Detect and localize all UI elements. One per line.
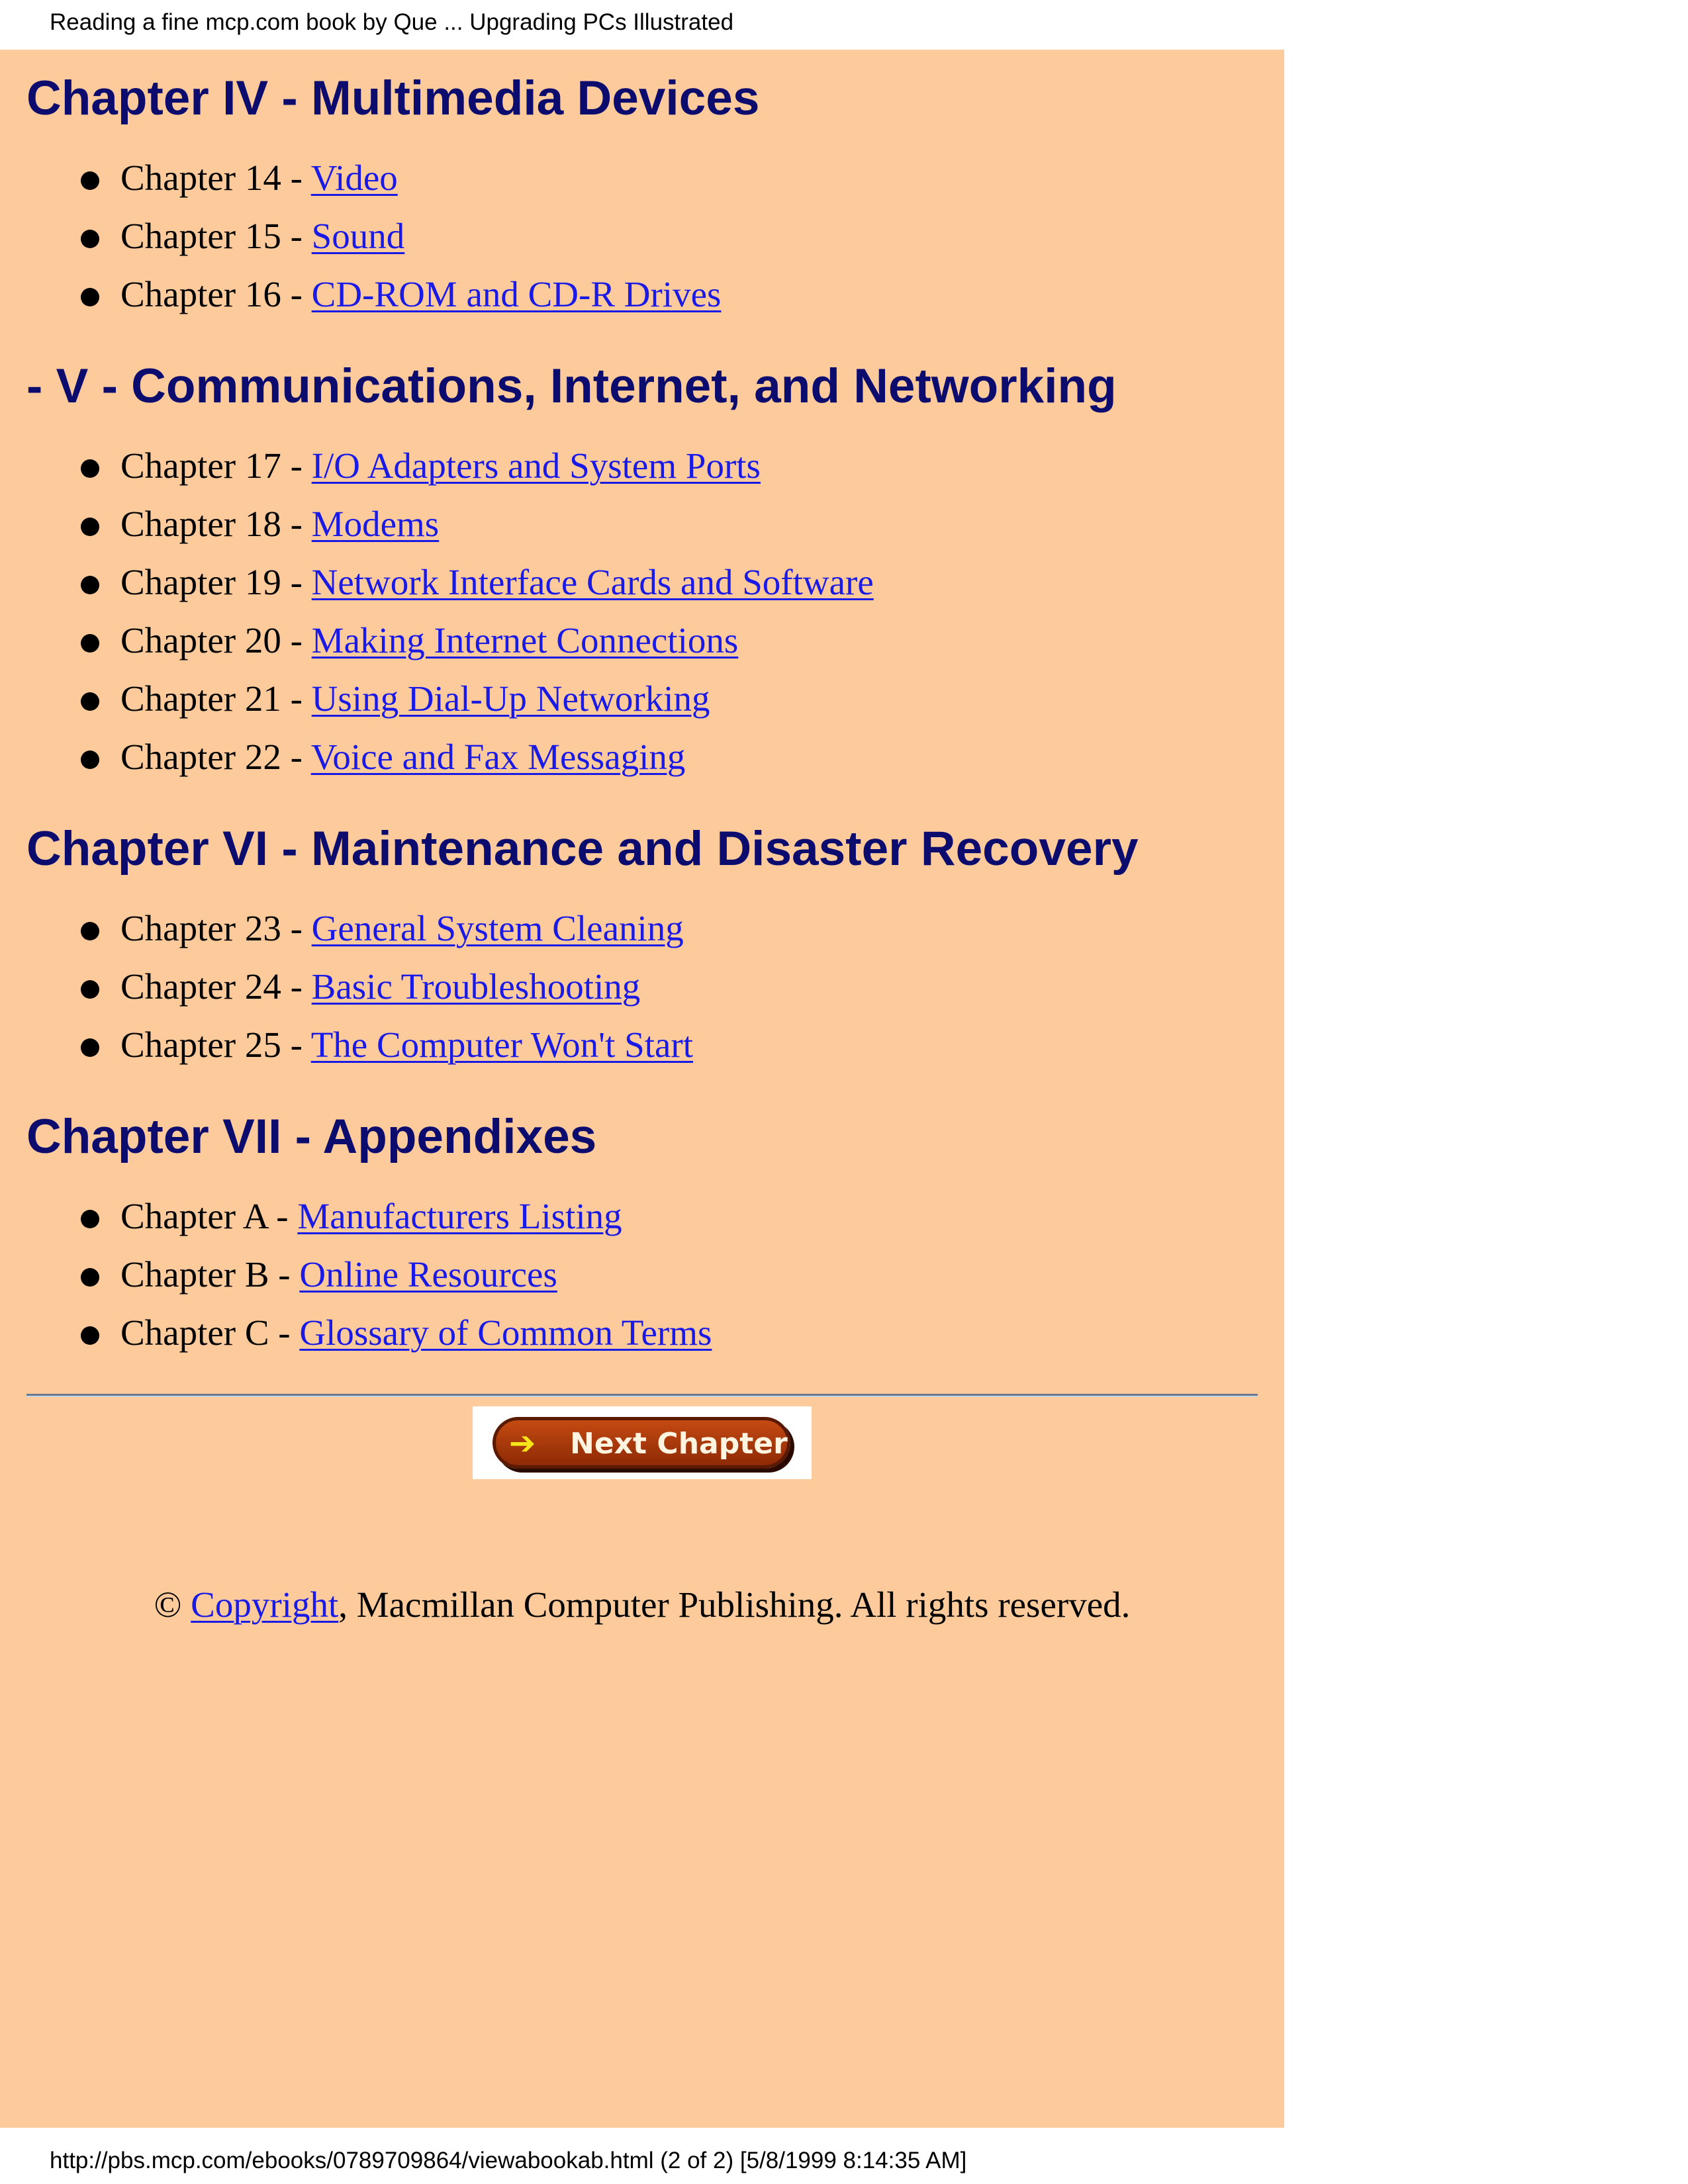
copyright-text: , Macmillan Computer Publishing. All rights reserved. — [338, 1584, 1131, 1625]
chapter-link-io-adapters[interactable]: I/O Adapters and System Ports — [311, 445, 761, 486]
bullet-icon — [81, 1210, 99, 1228]
bullet-icon — [81, 751, 99, 769]
list-item — [120, 612, 1258, 670]
bullet-icon — [81, 922, 99, 940]
list-item — [120, 899, 1258, 958]
bullet-icon — [81, 1038, 99, 1057]
bullet-icon — [81, 1268, 99, 1287]
section-heading-appendixes: Chapter VII - Appendixes — [26, 1110, 597, 1163]
bullet-icon — [81, 634, 99, 653]
chapter-number: Chapter A - — [120, 1196, 298, 1236]
copyright-symbol: © — [154, 1584, 191, 1625]
bullet-icon — [81, 459, 99, 478]
chapter-link-cleaning[interactable]: General System Cleaning — [311, 908, 684, 948]
next-chapter-button[interactable] — [492, 1417, 790, 1469]
chapter-number: Chapter 25 - — [120, 1024, 311, 1065]
chapter-number: Chapter 20 - — [120, 620, 312, 660]
chapter-link-video[interactable]: Video — [310, 158, 398, 198]
chapter-number: Chapter 23 - — [120, 908, 312, 948]
section-heading-multimedia: Chapter IV - Multimedia Devices — [26, 71, 760, 125]
horizontal-rule — [26, 1394, 1258, 1397]
chapter-link-troubleshooting[interactable]: Basic Troubleshooting — [311, 966, 641, 1007]
list-item — [120, 1016, 1258, 1074]
chapter-number: Chapter 18 - — [120, 504, 312, 544]
bullet-icon — [81, 518, 99, 536]
list-item — [120, 1187, 1258, 1246]
chapter-list-multimedia — [26, 149, 1258, 324]
list-item — [120, 495, 1258, 553]
print-header: Reading a fine mcp.com book by Que ... Upgrading PCs Illustrated — [50, 9, 734, 35]
chapter-number: Chapter 17 - — [120, 445, 312, 486]
chapter-number: Chapter 14 - — [120, 158, 311, 198]
chapter-number: Chapter 22 - — [120, 737, 311, 777]
chapter-number: Chapter 21 - — [120, 678, 312, 719]
chapter-link-network-cards[interactable]: Network Interface Cards and Software — [311, 562, 874, 602]
list-item — [120, 1304, 1258, 1362]
bullet-icon — [81, 980, 99, 999]
copyright-notice — [26, 1584, 1258, 1625]
list-item — [120, 670, 1258, 728]
chapter-link-glossary[interactable]: Glossary of Common Terms — [299, 1312, 712, 1353]
next-chapter-frame — [473, 1406, 812, 1479]
print-footer: http://pbs.mcp.com/ebooks/0789709864/viewabookab.html (2 of 2) [5/8/1999 8:14:35 AM] — [50, 2148, 967, 2173]
chapter-link-cdrom[interactable]: CD-ROM and CD-R Drives — [311, 274, 722, 314]
arrow-right-icon: ➔ — [509, 1425, 536, 1462]
section-heading-maintenance: Chapter VI - Maintenance and Disaster Recovery — [26, 822, 1139, 876]
chapter-link-dial-up[interactable]: Using Dial-Up Networking — [311, 678, 710, 719]
chapter-number: Chapter C - — [120, 1312, 300, 1353]
bullet-icon — [81, 288, 99, 306]
chapter-link-internet-connections[interactable]: Making Internet Connections — [311, 620, 739, 660]
list-item — [120, 958, 1258, 1016]
chapter-number: Chapter 15 - — [120, 216, 312, 256]
bullet-icon — [81, 576, 99, 594]
bullet-icon — [81, 171, 99, 190]
bullet-icon — [81, 1326, 99, 1345]
list-item — [120, 207, 1258, 265]
chapter-link-sound[interactable]: Sound — [311, 216, 405, 256]
chapter-list-maintenance — [26, 899, 1258, 1074]
list-item — [120, 553, 1258, 612]
bullet-icon — [81, 692, 99, 711]
page-content — [0, 50, 1284, 2128]
chapter-number: Chapter 24 - — [120, 966, 312, 1007]
chapter-number: Chapter 16 - — [120, 274, 312, 314]
list-item — [120, 437, 1258, 495]
copyright-link[interactable]: Copyright — [191, 1584, 339, 1625]
list-item — [120, 149, 1258, 207]
chapter-link-manufacturers[interactable]: Manufacturers Listing — [297, 1196, 622, 1236]
bullet-icon — [81, 230, 99, 248]
list-item — [120, 1246, 1258, 1304]
list-item — [120, 265, 1258, 324]
section-heading-communications: - V - Communications, Internet, and Networking — [26, 359, 1117, 413]
chapter-number: Chapter 19 - — [120, 562, 312, 602]
chapter-link-online-resources[interactable]: Online Resources — [299, 1254, 557, 1295]
chapter-link-modems[interactable]: Modems — [311, 504, 440, 544]
chapter-list-communications — [26, 437, 1258, 786]
chapter-number: Chapter B - — [120, 1254, 300, 1295]
chapter-link-voice-fax[interactable]: Voice and Fax Messaging — [310, 737, 686, 777]
next-chapter-label: Next Chapter — [570, 1427, 788, 1461]
list-item — [120, 728, 1258, 786]
chapter-list-appendixes — [26, 1187, 1258, 1362]
chapter-link-wont-start[interactable]: The Computer Won't Start — [310, 1024, 693, 1065]
